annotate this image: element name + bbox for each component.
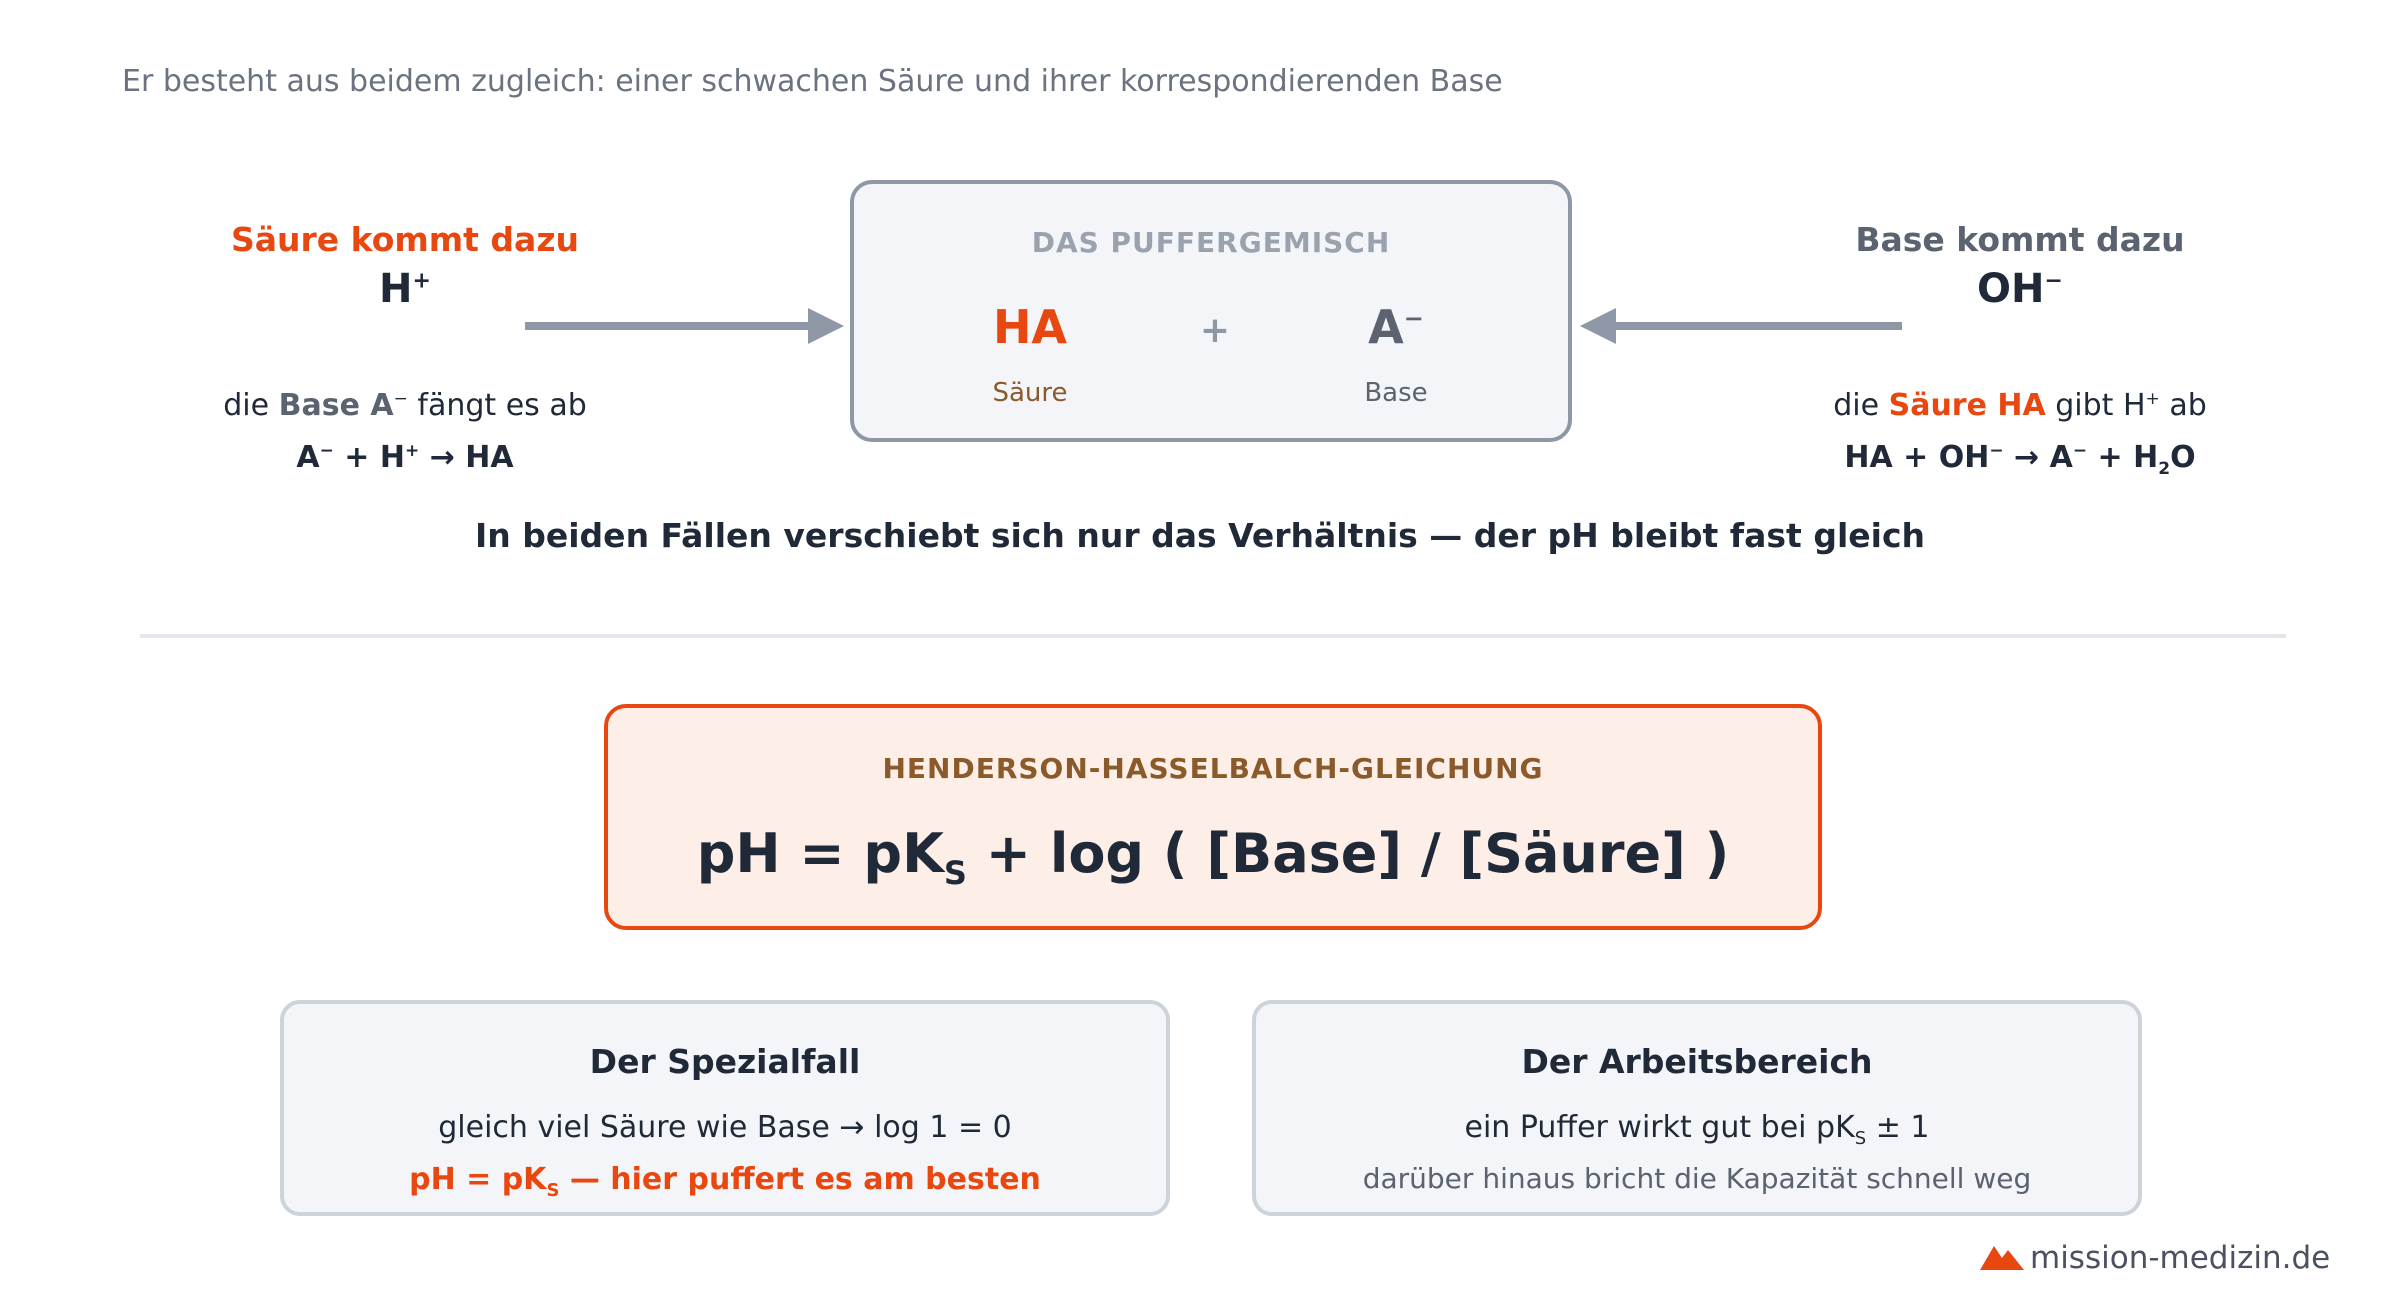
working-range-line2: darüber hinaus bricht die Kapazität schnell weg — [1362, 1162, 2032, 1195]
logo[interactable] — [1980, 1240, 2330, 1276]
base-added-description: die Säure HA gibt H+ ab — [1833, 388, 2207, 423]
special-case-line1: gleich viel Säure wie Base → log 1 = 0 — [438, 1110, 1012, 1145]
special-case-title: Der Spezialfall — [589, 1042, 861, 1081]
henderson-equation: pH = $pK_S + \log$ ( [Base] / [Säure] ) — [696, 822, 1730, 892]
buffer-mixture-title: DAS PUFFERGEMISCH — [1031, 226, 1391, 259]
working-range-line1: ein Puffer wirkt gut bei $pK_S \pm 1$ — [1464, 1110, 1930, 1149]
subtitle: Er besteht aus beidem zugleich: einer schwachen Säure und ihrer korrespondierenden Base — [122, 64, 1503, 99]
hydrogen-ion: H+ — [379, 266, 431, 312]
mountain-icon — [1980, 1242, 2024, 1270]
base-added-equation: HA + $OH^- \to A^- + H_2O$ — [1844, 440, 2196, 479]
acid-formula: HA — [992, 300, 1068, 354]
working-range-title: Der Arbeitsbereich — [1521, 1042, 1873, 1081]
acid-added-description: die Base A− fängt es ab — [223, 388, 587, 423]
base-formula: A− — [1368, 300, 1424, 354]
hydroxide-ion: OH− — [1977, 266, 2063, 312]
henderson-title: HENDERSON-HASSELBALCH-GLEICHUNG — [882, 752, 1544, 785]
ratio-note: In beiden Fällen verschiebt sich nur das Verhältnis — der pH bleibt fast gleich — [474, 516, 1926, 555]
acid-added-title: Säure kommt dazu — [230, 220, 580, 259]
left-arrow — [525, 308, 844, 344]
acid-added-equation: A− + H+ → HA — [296, 440, 514, 475]
henderson-box — [604, 704, 1822, 930]
base-added-title: Base kommt dazu — [1855, 220, 2185, 259]
plus-sign: + — [1199, 310, 1231, 351]
logo-text: mission-medizin.de — [2030, 1240, 2331, 1276]
right-arrow — [1580, 308, 1902, 344]
divider — [140, 634, 2286, 638]
acid-label: Säure — [992, 378, 1068, 408]
base-label: Base — [1364, 378, 1428, 408]
special-case-line2: pH = $pK_S$ — hier puffert es am besten — [409, 1162, 1041, 1201]
